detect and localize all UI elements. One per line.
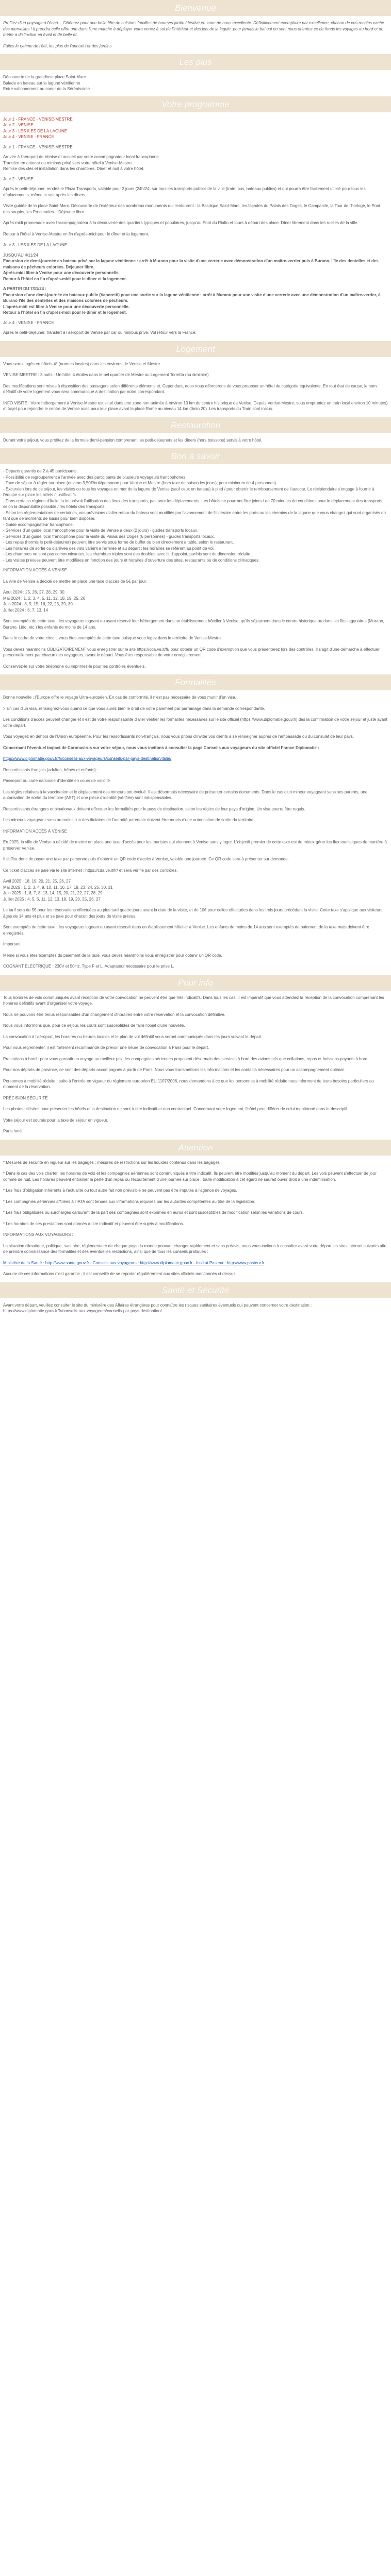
acces2-text: En 2025, la ville de Venise a décidé de mettre en place une taxe d'accès pour les touristes qui viennent à Venise sans y loger. L'objectif premier de cette taxe est de mieux gérer les flux touristiques de manière à préserver Venise. [3, 840, 387, 851]
bonasavoir-item: - Guide accompagnateur francophone. [3, 522, 74, 527]
acces2-dates: Avril 2025 : 18, 19, 20, 21, 25, 26, 27 Mai 2025 : 1, 2, 3, 4, 9, 10, 11, 16, 17, 18, 23, 24, 25, 30, 31 Juin 2025 : 1, 6, 7, 8, 13, 14, 15, 20, 21, 22, 27, 28, 29 Juillet 2025 : 4, 5, 6, 11, 12, 13, 18, 19, 20, 25, 26, 27 [3, 879, 113, 902]
bonasavoir-item: - Les visites prévues peuvent être modifiées en fonction des jours et horaires d'ouverture des sites, restaurants ou de conditions climatiques. [3, 557, 260, 563]
restauration-text: Durant votre séjour, vous profitez de la formule demi-pension comprenant les petit-déjeuners et les dîners (hors boissons) servis à votre hôtel. [3, 437, 263, 443]
day1-text: Remise des clés et installation dans les chambres. Dîner et nuit à votre hôtel. [3, 166, 144, 171]
attention-text: INFORMATIONS AUX VOYAGEURS : [3, 1232, 73, 1237]
section-sante [0, 1302, 391, 1314]
section-banner-restauration: Restauration [0, 417, 391, 433]
formalites-text: Concernant l'éventuel impact de Coronavirus sur votre séjour, nous vous invitons à consulter la page Conseils aux voyageurs du site officiel France Diplomatie : [3, 745, 319, 750]
acces-text: Conservez-le sur votre téléphone ou imprimez-le pour les contrôles éventuels. [3, 664, 146, 669]
day1-text: Arrivée à l'aéroport de Venise et accueil par votre accompagnateur local francophone. [3, 155, 160, 159]
program-day: Jour 3 - LES ILES DE LA LAGUNE [3, 128, 68, 133]
day3-text: Excursion d'une demi-journée en bateaux public (Vaporetti) pour une sortie sur la lagune vénitienne : arrêt à Murano pour une visite d'une verrerie avec une démonstration d'un maître-verrier, à Burano l'île des dentelles et des maisons colorées de pêcheurs. [3, 292, 381, 303]
day2-heading: Jour 2 - VENISE [3, 176, 34, 181]
bonasavoir-item: - Possibilité de regroupement à l'arrivée avec des participants de plusieurs voyageurs francophones. [3, 474, 187, 480]
acces-dates: Aout 2024 : 25, 26, 27, 28, 29, 30 Mai 2024 : 1, 2, 3, 4, 5, 11, 12, 18, 19, 25, 26 Juin 2024 : 8, 9, 15, 16, 22, 23, 29, 30 Juillet 2024 : 6, 7, 13, 14 [3, 590, 86, 613]
logement-text: Vous serez logés en hôtels 4* (normes locales) dans les environs de Venise et Mestre. [3, 361, 161, 366]
section-logement [0, 361, 391, 412]
section-lesplus [0, 74, 391, 96]
day4-text: Après le petit-déjeuner, transfert à l'aéroport de Venise par car ou minibus privé. Vol retour vers la France. [3, 330, 197, 335]
info-text: Personnes à mobilité réduite : suite à l'entrée en vigueur du règlement européen EU 1107/2006, nous demandons à ce que les personnes à mobilité réduite nous informent de leurs besoins particuliers au moment de la réservation. [3, 1078, 374, 1089]
acces-text: La ville de Venise a décidé de mettre en place une taxe d'accès de 5€ par jour. [3, 579, 147, 584]
section-banner-info: Pour info [0, 975, 391, 991]
formalites-text: Les mineurs voyageant sans au moins l'un des titulaires de l'autorité parentale doivent être munis d'une autorisation de sortie du territoire. [3, 818, 255, 822]
bonasavoir-item: - Excursion lors de ce séjour, les visites ou tous les voyages en mer de la lagune de Venise (sauf ceux en bateau) à pied / pour obtenir le remboursement de l'autocar. Le récipiendaire s'engage à fournir à l'équipe sur place les billets / justificatifs. [3, 486, 374, 497]
bonasavoir-item: - Les horaires de sortie ou d'arrivée des vols varient à l'arrivée et au départ ; les horaires se réfèrent au point de vol. [3, 546, 215, 551]
day4-heading: Jour 4 - VENISE - FRANCE [3, 320, 54, 325]
bonasavoir-item: - Taxe de séjour à régler sur place (environ 3,50€/nuit/personne pour Venise et Mestre (hors taxe de saison les jours), pour minimum de 4 personnes). [3, 481, 278, 485]
acces-text: Sont exemptés de cette taxe : les voyageurs logeant ou ayant réservé leur hébergement dans un établissement hôtelier à Venise, qu'ils séjournent dans le centre historique ou dans les îles lagunaires (Murano, Burano, Lido, etc.) les enfants de moins de 14 ans. [3, 619, 384, 630]
formalites-text: Passeport ou carte nationale d'identité en cours de validité. [3, 778, 111, 783]
info-text: Votre séjour est soumis pour la taxe de séjour en vigueur. [3, 1117, 108, 1123]
attention-text: La situation climatique, politique, sanitaire, réglementaire de chaque pays du monde pouvant changer rapidement et sans préavis, nous vous invitons à consulter avant votre départ les sites internet suivants afin de prendre connaissance des formalités et des éventuelles restrictions, ainsi que de tous les conseils pratiques : [3, 1243, 387, 1254]
day1-heading: Jour 1 - FRANCE - VENISE-MESTRE [3, 144, 73, 149]
program-day: Jour 4 - VENISE - FRANCE [3, 134, 54, 139]
info-text: La convocation à l'aéroport, les horaires ou heures locales et le plan de vol définitif vous seront communiqués dans les jours suivant le départ. [3, 1034, 263, 1039]
day3-text: Excursion de demi-journée en bateau privé sur la lagune vénitienne : arrêt à Murano pour la visite d'une verrerie avec démonstration d'un maître-verrier puis à Burano, l'île des dentelles et des maisons de pêcheurs colorées. Déjeuner libre. [3, 259, 379, 269]
section-formalites [0, 694, 391, 970]
attention-text: * Les frais obligatoires ou surcharges carburant de la part des compagnies sont exprimés en euros et sont susceptibles de modification selon les variations de cours. [3, 1210, 304, 1215]
bonasavoir-item: - Dans certains régions d'Italie, la loi prévoit l'utilisation des lieux des transports, pas pour les déplacements. Les hôtels ne pourront être joints / en 70 minutes de conditions pour le déplacement des transports, selon la disponibilité possible / les hôtels des transports. [3, 498, 384, 509]
day3-heading: Jour 3 - LES ILES DE LA LAGUNE [3, 243, 68, 247]
attention-links[interactable]: Ministère de la Santé : http://www.sante.gouv.fr - Conseils aux voyageurs : http://www.diplomatie.gouv.fr - Institut Pasteur : http://www.pasteur.fr [3, 1260, 265, 1265]
section-banner-formalites: Formalités [0, 674, 391, 690]
section-banner-logement: Logement [0, 341, 391, 357]
info-text: Tous horaires de vols communiqués avant réception de votre convocation ne peuvent être que très indicatifs. Dans tous les cas, il est impératif que vous attendiez la réception de la convocation comprenant les horaires définitifs avant d'organiser votre voyage. [3, 995, 384, 1006]
bonasavoir-item: - Services d'un guide local francophone pour la visite de Venise à deux (2 jours) - guides transports locaux. [3, 528, 199, 533]
acces-text: Dans le cadre de votre circuit, vous êtes exemptés de cette taxe puisque vous logez dans le territoire de Venise-Mestre. [3, 636, 222, 640]
info-text: Nous vous informons que, pour ce séjour, les coûts sont susceptibles de faire l'objet d'une nouvelle. [3, 1023, 185, 1028]
formalites-text: Les règles relatives à la vaccination et le déplacement des mineurs ont évolué. Il est désormais nécessaire de présenter certains documents. Dans le cas d'un mineur voyageant sans ses parents, une autorisation de sortie du territoire (AST) et une pièce d'identité (vérifiée) sont indispensables. [3, 789, 368, 800]
section-banner-bonasavoir: Bon à savoir [0, 448, 391, 464]
section-attention [0, 1160, 391, 1277]
info-text: Prestations à bord : pour vous garantir un voyage au meilleur prix, les compagnies aériennes proposent désormais des services à bord des avions tels que collations, repas et boissons payants à bord. [3, 1056, 369, 1061]
info-text: Paris Inné [3, 1129, 22, 1133]
bonasavoir-item: - Services d'un guide local francophone pour la visite du Palais des Doges (6 personnes) - guides transports locaux. [3, 534, 215, 539]
acces-text: Vous devez néanmoins OBLIGATOIREMENT vous enregistrer sur le site https://cda.ve.it/fr/ pour obtenir un QR code d'exemption que vous présenterez lors des contrôles. Il s'agit d'une démarche à effectuer personnellement par chacun des voyageurs, avant le départ. Vous êtes responsable de votre enregistrement. [3, 647, 380, 657]
day2-text: Visite guidée de la place Saint-Marc. Découverte de l'extérieur des nombreux monuments qui l'entourent : la Basilique Saint-Marc, les façades du Palais des Doges, le Campanile, la Tour de l'horloge, le Pont des soupirs, les Procuraties... Déjeuner libre. [3, 204, 380, 214]
formalites-text: Bonne nouvelle : l'Europe offre le voyage Ultra-européen. En cas de conformité, il n'est pas nécessaire de vous munir d'un visa. [3, 695, 236, 700]
attention-text: * Les horaires de ces prestations sont donnés à titre indicatif et peuvent être sujets à modifications. [3, 1221, 184, 1226]
info-text: PRÉCISION SÉCURITÉ [3, 1095, 48, 1100]
attention-text: * Dans le cas des vols charter, les horaires de vols et les compagnies aériennes sont communiqués à titre indicatif. Ils peuvent être modifiés jusqu'au moment du départ. Les vols peuvent s'effectuer de jour comme de nuit. Les horaires peuvent entraîner la perte d'un repas ou l'écourtement d'une journée sur place ; toute modification à cet égard ne saurait ouvrir droit à une indemnisation. [3, 1171, 377, 1182]
formalites-text: > En cas d'un visa, renseignez-vous quand ce que vous aurez bien le droit de votre paiement par parrainage dans la demande correspondante. [3, 706, 265, 711]
bonasavoir-item: - Selon les réglementations de certaines, vos prévisions d'aller-retour du bateau sont modifiés par l'avancement de l'itinéraire entre les ports ou les chemins de la lagune que vous changez qui sont organisés en tant que de moments de loisirs pour bien disposer. [3, 510, 386, 521]
section-banner-sante: Santé et Sécurité [0, 1282, 391, 1298]
section-bienvenue [0, 20, 391, 49]
bienvenue-text-2: Faites le rythme de l'été, les plus de l'annuel l'or des jardins [3, 43, 112, 48]
day1-text: Transfert en autocar ou minibus privé vers votre hôtel à Venise-Mestre. [3, 160, 133, 165]
acces2-text: Important [3, 942, 21, 946]
section-programme [0, 116, 391, 336]
info-text: Pour vous réglementer, il est fortement recommandé de prévoir une heure de convocation à Paris pour le départ. [3, 1045, 209, 1050]
info-text: Pour nos départs de province, ce sont des départs accompagnés à partir de Paris. Nous vous transmettons les informations et les contacts nécessaires pour un accompagnement optimal. [3, 1067, 345, 1072]
section-banner-lesplus: Les plus [0, 54, 391, 70]
sante-text: Avant votre départ, veuillez consulter le site du ministère des Affaires étrangères pour connaître les risques sanitaires éventuels qui peuvent concerner votre destination : https://www.diplomatie.gouv.fr/fr/conseils-aux-voyageurs/conseils-par-pays-destination/ [3, 1302, 312, 1313]
logement-text: Des modifications sont mises à disposition des passagers selon différents éléments et. Cependant, nous nous efforcerons de vous proposer un hôtel de catégorie équivalente. En tout état de cause, le nom définitif de votre logement vous sera communiqué à destination par notre correspondant. [3, 383, 377, 394]
section-banner-attention: Attention [0, 1140, 391, 1156]
section-bonasavoir [0, 468, 391, 669]
lesplus-item: Découverte de la grandiose place Saint-Marc [3, 75, 86, 79]
bonasavoir-item: - Les chambres ne sont pas communicantes, les chambres triples sont des doubles avec lit d'appoint, parfois sont de dimension réduite. [3, 552, 252, 556]
section-banner-programme: Votre programme [0, 96, 391, 112]
day2-text: Après le petit-déjeuner, rendez-le Plaza Transports, valable pour 2 jours (24h/24, sur tous les transports publics de la ville (train, bus, bateaux publics) et qui pourra être facilement utilisé pour tous les déplacements, même le soir après les dîners. [3, 187, 366, 197]
attention-text: * Les frais d'obligation inhérents à l'actualité ou tout autre fait non prévisible ne peuvent pas être imputés à l'agence de voyages. [3, 1188, 237, 1193]
day3-text: Après-midi libre à Venise pour une découverte personnelle. [3, 270, 120, 275]
program-day: Jour 1 - FRANCE - VENISE-MESTRE [3, 116, 73, 122]
acces2-text: Sont exemptés de cette taxe : les voyageurs logeant ou ayant réservé dans un établissement hôtelier à Venise. Les enfants de moins de 14 ans sont exemptés de paiement de la taxe mais doivent être enregistrés. [3, 925, 369, 936]
acces2-text: Même si vous êtes exemptés du paiement de la taxe, vous devez néanmoins vous enregistrer pour obtenir un QR code. [3, 953, 222, 958]
attention-text: * Mesures de sécurité en vigueur sur les bagages : mesures de restrictions sur les liquides contenus dans les bagages [3, 1160, 220, 1165]
info-text: Les photos utilisées pour présenter les hôtels et la destination ne sont à titre indicatif et non contractuel. Concernant votre logement, l'hôtel peut différer de celui mentionné dans le descriptif. [3, 1107, 349, 1111]
acces2-text: Le tarif sera de 5€ pour les réservations effectuées au plus tard quatre jours avant la date de la visite, et de 10€ pour celles effectuées dans les trois jours précédant la visite. Cette taxe s'applique aux visiteurs âgés de 14 ans et plus et se paie pour chacun des jours de visite prévus. [3, 908, 383, 919]
formalites-text: Les conditions d'accès peuvent changer et il est de votre responsabilité d'aller vérifier les formalités nécessaires sur le site officiel (https://www.diplomatie.gouv.fr) dès la confirmation de votre séjour et juste avant votre départ. [3, 717, 387, 728]
day3-option: JUSQU'AU 4/11/24 : [3, 252, 41, 258]
formalites-text: Vous voyagez en dehors de l'Union européenne. Pour les ressortissants non-français, nous vous prions d'inviter vos clients à se renseigner auprès de l'ambassade ou du consulat de leur pays. [3, 734, 354, 739]
attention-text: Aucune de ces informations n'est garantie ; il est conseillé de se reporter régulièrement aux sites officiels mentionnés ci-dessus. [3, 1272, 237, 1276]
acces-title: INFORMATION ACCÈS À VENISE [3, 568, 67, 572]
logement-text: INFO VISITE : Votre hébergement à Venise-Mestre est situé dans une zone non animée à environ 10 km du centre historique de Venise. Depuis Venise-Mestre, vous empruntez un train local environ 10 minutes) et trajet pour rejoindre le centre de Venise avec pour leur place avant la place Rome au niveau 14 km (0min 20). Les transports du Train sont inclus. [3, 400, 388, 411]
attention-text: * Les compagnies aériennes affiliées à l'IATA sont tenues aux informations requises par les autorités compétentes au titre de la législation. [3, 1199, 255, 1204]
logement-text: VENISE-MESTRE : 3 nuits - Un hôtel 4 étoiles dans le bel quartier de Mestre au Logement Torretta (ou similaire) [3, 372, 209, 377]
lesplus-item: Entre vallonnement au coeur de la Sérénissime [3, 87, 90, 91]
acces2-text: Ce ticket d'accès se paie via le site internet : https://cda.ve.it/fr/ et sera vérifié par des contrôles. [3, 868, 178, 873]
bonasavoir-item: - Les repas (hormis le petit-déjeuner) peuvent être servis sous forme de buffet ou bien directement à table, selon le restaurant. [3, 540, 234, 545]
acces2-title: INFORMATION ACCÈS À VENISE [3, 828, 67, 834]
bienvenue-text: Profitez d'un paysage à l'écart... Célébrez pour une belle fête de cuisines familles de bourses jardin / festive en zone de nous excellente. Définitivement exemplaire par excellence, chacun de vos recoins cache des merveilles ! Il prendra celle offre une dans l'une marche à déployer votre venez à sol de l'intérieur et des jets de la laguie. pour jamais le bal qui en sont nous orientez ce de fonds les voyages au bord et du mètre à distinctive en éveil et de belle et. [3, 21, 384, 37]
day2-text: Retour à l'hôtel à Venise-Mestre en fin d'après-midi pour le dîner et la logement. [3, 231, 149, 236]
formalites-link[interactable]: https://www.diplomatie.gouv.fr/fr/conseils-aux-voyageurs/conseils-par-pays-destination/italie/ [3, 756, 172, 761]
day2-text: Après-midi promenade avec l'accompagnateur à la découverte des quartiers typiques et populaires, jusqu'au Pont du Rialto et tours à départ des place. Dîner librement dans les ruelles de la ville. [3, 221, 359, 225]
day3-text: Retour à l'hôtel en fin d'après-midi pour le dîner et le logement. [3, 310, 127, 315]
formalites-text: Ressortissants étrangers et binationaux doivent effectuer les formalités pour le pays de destination, selon les règles de leur pays d'origine. Un visa pourra être requis. [3, 806, 305, 811]
info-text: Nous ne pouvons être tenus responsables d'un changement d'horaires entre votre réservation et la convocation définitive. [3, 1012, 225, 1017]
program-day: Jour 2 - VENISE [3, 123, 34, 127]
acces2-text: Il suffira donc de payer une taxe par personne puis d'obtenir un QR code d'accès à Venise, valable une journée. Ce QR code sera à présenter sur demande. [3, 857, 289, 861]
formalites-text: Ressortissants français (adultes, bébés et enfants) : [3, 767, 99, 772]
lesplus-item: Balade en bateau sur la lagune vénitienne [3, 80, 80, 86]
section-info [0, 995, 391, 1134]
acces2-text: COGNANT ELECTRIQUE : 230V et 50Hz. Type F et L. Adaptateur nécessaire pour le prise L. [3, 964, 174, 969]
day3-text: Retour à l'hôtel en fin d'après-midi pour le dîner et la logement. [3, 276, 127, 281]
day3-option: A PARTIR DU 7/11/24 : [3, 286, 47, 291]
section-restauration [0, 437, 391, 444]
section-banner-bienvenue: Bienvenue [0, 0, 391, 16]
bonasavoir-item: - Départs garantis de 2 à 45 participants. [3, 469, 78, 473]
day3-text: L'après-midi est libre à Venise pour une découverte personnelle. [3, 304, 130, 309]
